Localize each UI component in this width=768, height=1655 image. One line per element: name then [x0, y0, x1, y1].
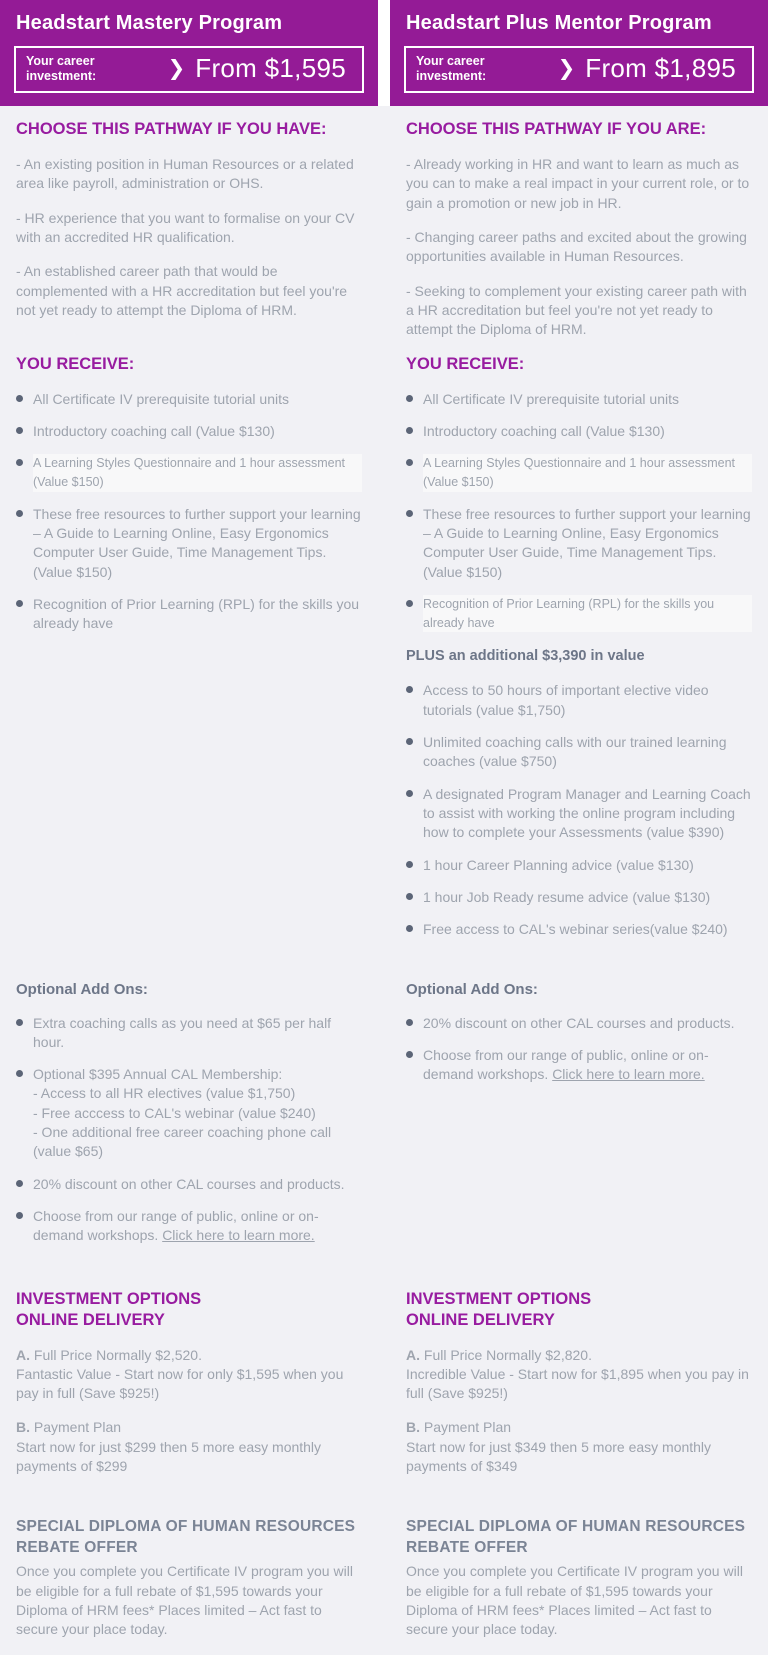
choose-paragraph: - HR experience that you want to formalise on your CV with an accredited HR qualification. [16, 209, 355, 245]
bullet-icon [406, 861, 413, 868]
receive-heading: YOU RECEIVE: [16, 354, 135, 373]
receive-heading: YOU RECEIVE: [406, 354, 525, 373]
list-item: A designated Program Manager and Learning Coach to assist with working the online program including how to complete your Assessments (value $390) [406, 785, 752, 843]
plus-mentor-choose-section [390, 106, 768, 355]
list-item: Unlimited coaching calls with our trained learning coaches (value $750) [406, 733, 752, 772]
investment-heading: INVESTMENT OPTIONS ONLINE DELIVERY [16, 1289, 202, 1330]
bullet-icon [406, 686, 413, 693]
addons-heading: Optional Add Ons: [16, 980, 148, 998]
chevron-right-icon: ❯ [557, 57, 576, 80]
mastery-investment-section [0, 1259, 378, 1492]
workshops-item: Choose from our range of public, online or on-demand workshops. Click here to learn more. [423, 1046, 709, 1083]
choose-heading: CHOOSE THIS PATHWAY IF YOU HAVE: [16, 120, 327, 138]
mastery-program-header [0, 0, 378, 106]
plus-mentor-program-title: Headstart Plus Mentor Program [406, 12, 712, 34]
learn-more-link[interactable]: Click here to learn more. [162, 1227, 315, 1244]
list-item: All Certificate IV prerequisite tutorial units [406, 390, 752, 409]
bullet-icon [406, 1051, 413, 1058]
comparison-content [0, 106, 768, 1655]
investment-heading: INVESTMENT OPTIONS ONLINE DELIVERY [406, 1289, 592, 1330]
choose-paragraph: - Seeking to complement your existing career path with a HR accreditation but feel you're not yet ready to attempt the Diploma of HRM. [406, 282, 747, 338]
program-headers-row [0, 0, 768, 106]
bullet-icon [406, 510, 413, 517]
plus-mentor-rebate-section [390, 1491, 768, 1654]
bullet-icon [406, 790, 413, 797]
bullet-icon [406, 925, 413, 932]
bullet-icon [16, 1070, 23, 1077]
choose-paragraph: - Changing career paths and excited about the growing opportunities available in Human Resources. [406, 228, 747, 265]
list-item: 1 hour Career Planning advice (value $130) [406, 856, 752, 875]
rebate-heading: SPECIAL DIPLOMA OF HUMAN RESOURCES REBATE OFFER [16, 1518, 356, 1556]
plus-mentor-investment-section [390, 1259, 768, 1492]
list-item: Introductory coaching call (Value $130) [406, 422, 752, 441]
list-item: 1 hour Job Ready resume advice (value $130) [406, 888, 752, 907]
bullet-icon [406, 459, 413, 466]
plus-mentor-receive-section [390, 355, 768, 953]
list-item: These free resources to further support your learning – A Guide to Learning Online, Easy Ergonomics Computer User Guide, Time Management Tips. (Value $150) [16, 505, 362, 582]
option-b-line: B. Payment Plan [16, 1419, 122, 1436]
list-item [406, 1046, 752, 1085]
mastery-program-title: Headstart Mastery Program [16, 12, 283, 34]
option-a-detail: Fantastic Value - Start now for only $1,595 when you pay in full (Save $925!) [16, 1365, 344, 1402]
list-item: Access to 50 hours of important elective video tutorials (value $1,750) [406, 681, 752, 720]
mastery-receive-section [0, 355, 378, 953]
bullet-icon [16, 510, 23, 517]
addons-heading: Optional Add Ons: [406, 980, 538, 998]
list-item: 20% discount on other CAL courses and products. [406, 1014, 752, 1033]
option-a-line: A. Full Price Normally $2,820. [406, 1346, 592, 1363]
list-item: These free resources to further support your learning – A Guide to Learning Online, Easy Ergonomics Computer User Guide, Time Management Tips. (Value $150) [406, 505, 752, 582]
mastery-addons-section [0, 953, 378, 1259]
bullet-icon [16, 1212, 23, 1219]
option-b-detail: Start now for just $299 then 5 more easy monthly payments of $299 [16, 1438, 322, 1475]
option-b-line: B. Payment Plan [406, 1419, 512, 1436]
choose-paragraph: - An established career path that would be complemented with a HR accreditation but feel you're not yet ready to attempt the Diploma of HRM. [16, 263, 348, 318]
list-item: Recognition of Prior Learning (RPL) for the skills you already have [16, 595, 362, 634]
option-b-detail: Start now for just $349 then 5 more easy monthly payments of $349 [406, 1438, 712, 1475]
list-item: Free access to CAL's webinar series(value $240) [406, 920, 752, 939]
workshops-item: Choose from our range of public, online or on-demand workshops. Click here to learn more. [33, 1208, 319, 1244]
bullet-icon [406, 600, 413, 607]
bullet-icon [406, 1019, 413, 1026]
option-a-detail: Incredible Value - Start now for $1,895 when you pay in full (Save $925!) [406, 1365, 749, 1402]
chevron-right-icon: ❯ [167, 57, 186, 80]
list-item: All Certificate IV prerequisite tutorial units [16, 390, 362, 409]
plus-value-heading: PLUS an additional $3,390 in value [406, 648, 645, 665]
plus-mentor-program-header [390, 0, 768, 106]
bullet-icon [406, 395, 413, 402]
list-item: Introductory coaching call (Value $130) [16, 422, 362, 441]
mastery-rebate-section [0, 1491, 378, 1654]
list-item: 20% discount on other CAL courses and products. [16, 1175, 362, 1194]
mastery-choose-section [0, 106, 378, 355]
mastery-price: From $1,595 [195, 53, 346, 83]
rebate-heading: SPECIAL DIPLOMA OF HUMAN RESOURCES REBATE OFFER [406, 1518, 746, 1556]
plus-mentor-price: From $1,895 [585, 53, 736, 83]
list-item: A Learning Styles Questionnaire and 1 hour assessment (Value $150) [406, 454, 752, 492]
bullet-icon [406, 893, 413, 900]
option-a-line: A. Full Price Normally $2,520. [16, 1346, 202, 1363]
list-item [16, 1207, 362, 1246]
bullet-icon [406, 427, 413, 434]
choose-paragraph: - Already working in HR and want to learn as much as you can to make a real impact in your current role, or to gain a promotion or new job in HR. [406, 156, 750, 211]
bullet-icon [16, 395, 23, 402]
bullet-icon [16, 1180, 23, 1187]
bullet-icon [16, 427, 23, 434]
list-item: A Learning Styles Questionnaire and 1 hour assessment (Value $150) [16, 454, 362, 492]
investment-label: Your career investment: [26, 54, 97, 83]
rebate-text: Once you complete you Certificate IV program you will be eligible for a full rebate of $1,595 towards your Diploma of HRM fees* Places limited – Act fast to secure your place today. [16, 1563, 353, 1638]
membership-item: Optional $395 Annual CAL Membership: - Access to all HR electives (value $1,750) - Free acccess to CAL's webinar (value $240) - One additional free career coaching phone call (value $65) [33, 1066, 332, 1160]
plus-mentor-addons-section [390, 953, 768, 1259]
mastery-investment-box [14, 46, 364, 93]
bullet-icon [16, 1019, 23, 1026]
list-item: Recognition of Prior Learning (RPL) for the skills you already have [406, 595, 752, 633]
list-item: Extra coaching calls as you need at $65 per half hour. [16, 1014, 362, 1053]
investment-label: Your career investment: [416, 54, 487, 83]
bullet-icon [16, 600, 23, 607]
plus-mentor-investment-box [404, 46, 754, 93]
rebate-text: Once you complete you Certificate IV program you will be eligible for a full rebate of $1,595 towards your Diploma of HRM fees* Places limited – Act fast to secure your place today. [406, 1563, 743, 1638]
choose-paragraph: - An existing position in Human Resources or a related area like payroll, administration or OHS. [16, 156, 354, 192]
bullet-icon [16, 459, 23, 466]
list-item [16, 1065, 362, 1162]
learn-more-link[interactable]: Click here to learn more. [552, 1066, 705, 1083]
bullet-icon [406, 738, 413, 745]
choose-heading: CHOOSE THIS PATHWAY IF YOU ARE: [406, 120, 707, 138]
